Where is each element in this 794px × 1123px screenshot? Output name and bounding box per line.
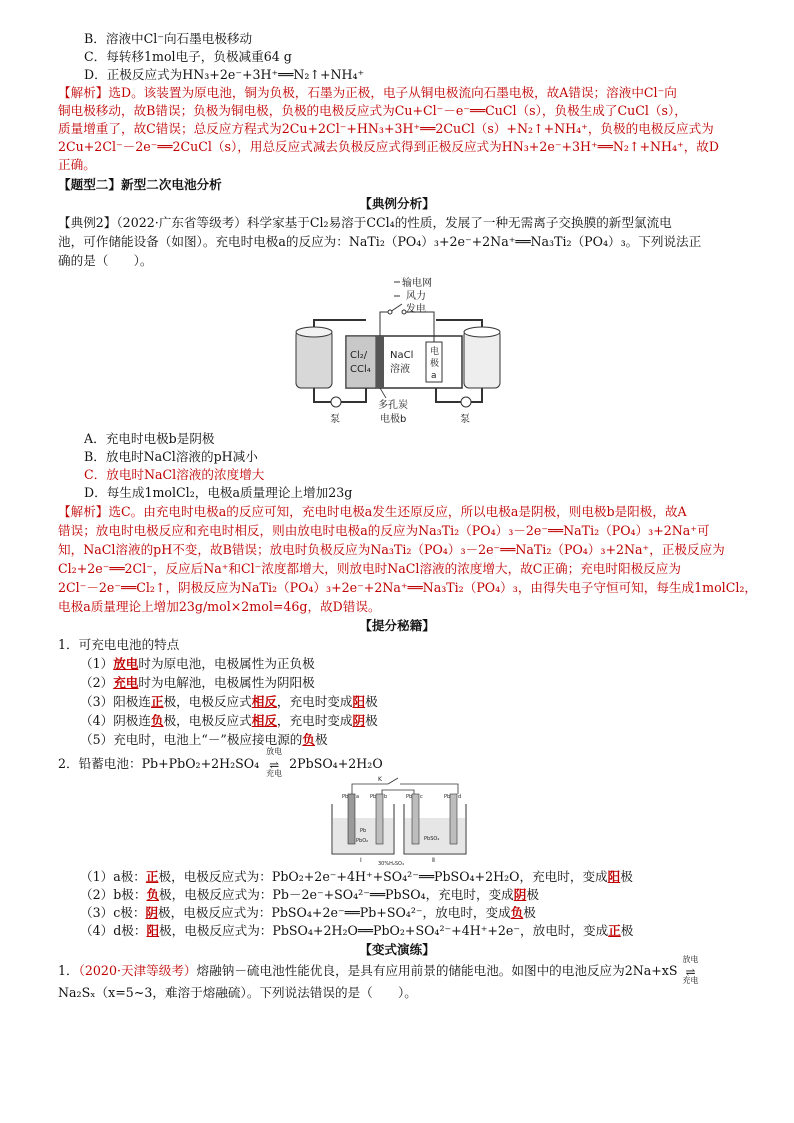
example-2-line-2: 池，可作储能设备（如图）。充电时电极a的反应为：NaTi₂（PO₄）₃+2e⁻+2Na⁺══Na₃Ti₂（PO₄）₃。下列说法正	[58, 234, 702, 249]
analysis-2-line-1: 【解析】选C。由充电时电极a的反应可知，充电时电极a发生还原反应，所以电极a是阴极，则电极b是阳极，故A	[58, 504, 687, 519]
fig1-nacl-label: NaCl	[390, 350, 414, 361]
option-d: D．正极反应式为HN₃+2e⁻+3H⁺══N₂↑+NH₄⁺	[84, 67, 365, 82]
analysis-1-line-3: 质量增重了，故C错误；总反应方程式为2Cu+2Cl⁻+HN₃+3H⁺══2CuCl（s）+N₂↑+NH₄⁺，负极的电极反应式为	[58, 121, 714, 136]
reaction-arrow-bottom: 充电	[266, 768, 283, 778]
fig1-electrode-a-3: a	[431, 371, 437, 381]
analysis-1-line-4: 2Cu+2Cl⁻－2e⁻══2CuCl（s），用总反应式减去负极反应式得到正极反应式为HN₃+2e⁻+3H⁺══N₂↑+NH₄⁺，故D	[58, 139, 719, 154]
reaction-double-arrow: ⇌	[269, 757, 280, 772]
fig2-top-label-4: b	[384, 794, 388, 800]
tips-item-1: （1）放电时为原电池，电极属性为正负极	[80, 656, 315, 671]
tips-item-5: （5）充电时，电池上“－”极应接电源的负极	[80, 732, 328, 747]
practice-heading: 【变式演练】	[359, 942, 435, 957]
section-title: 【题型二】新型二次电池分析	[58, 177, 222, 192]
lead-acid-battery-diagram	[318, 774, 478, 866]
fig2-top-label-7: Pb	[444, 794, 451, 800]
fig1-electrode-b-label: 电极b	[380, 414, 407, 425]
chlorine-flow-battery-diagram	[286, 268, 516, 428]
fig1-pump-right-label: 泵	[460, 414, 470, 425]
lead-item-d: （4）d极：阳极，电极反应式为：PbSO₄+2H₂O══PbO₂+SO₄²⁻+4H⁺+2e⁻，放电时，变成正极	[80, 923, 634, 938]
analysis-2-line-6: 电极a质量理论上增加23g/mol×2mol=46g，故D错误。	[58, 599, 381, 614]
analysis-1-line-1: 【解析】选D。该装置为原电池，铜为负极，石墨为正极，电子从铜电极流向石墨电极，故A错误；溶液中Cl⁻向	[58, 85, 677, 100]
practice-1-line-1: 1．（2020·天津等级考）熔融钠－硫电池性能优良，是具有应用前景的储能电池。如图中的电池反应为2Na+xS 放电 ⇌ 充电	[58, 962, 738, 980]
tips-point-2: 2．铅蓄电池：Pb+PbO₂+2H₂SO₄ 放电 ⇌ 充电 2PbSO₄+2H₂O	[58, 746, 383, 778]
option-b: B．溶液中Cl⁻向石墨电极移动	[84, 31, 253, 46]
analysis-2-line-5: 2Cl⁻－2e⁻══Cl₂↑，阴极反应为NaTi₂（PO₄）₃+2e⁻+2Na⁺══Na₃Ti₂（PO₄）₃，由得失电子守恒可知，每生成1molCl₂，	[58, 580, 757, 595]
analysis-2-line-2: 错误；放电时电极反应和充电时相反，则由放电时电极a的反应为Na₃Ti₂（PO₄）₃－2e⁻══NaTi₂（PO₄）₃+2Na⁺可	[58, 523, 710, 538]
reaction-arrow-top: 放电	[266, 746, 283, 756]
practice-arrow-top: 放电	[682, 954, 699, 964]
fig1-wind-label: 风力	[406, 291, 426, 302]
practice-1-line-2: Na₂Sₓ（x=5~3，难溶于熔融硫）。下列说法错误的是（ ）。	[58, 985, 417, 1000]
fig1-pump-left-label: 泵	[330, 414, 340, 425]
fig1-electrode-a-2: 极	[430, 359, 440, 369]
option-c: C．每转移1mol电子，负极减重64 g	[84, 49, 292, 64]
fig1-ccl4-label: CCl₄	[350, 364, 371, 375]
example-2-option-c: C．放电时NaCl溶液的浓度增大	[84, 467, 265, 482]
fig1-gen-label: 发电	[406, 304, 426, 315]
analysis-2-line-3: 知，NaCl溶液的pH不变，故B错误；放电时负极反应为Na₃Ti₂（PO₄）₃－2e⁻══NaTi₂（PO₄）₃+2Na⁺，正极反应为	[58, 542, 725, 557]
practice-arrow-bottom: 充电	[682, 975, 699, 985]
practice-double-arrow: ⇌	[685, 964, 696, 979]
analysis-1-line-5: 正确。	[58, 157, 96, 172]
lead-item-b: （2）b极：负极，电极反应式为：Pb－2e⁻+SO₄²⁻══PbSO₄，充电时，变成阴极	[80, 887, 539, 902]
fig2-top-label-1: Pb	[342, 794, 349, 800]
fig2-k-label: K	[378, 776, 382, 783]
lead-item-c: （3）c极：阴极，电极反应式为：PbSO₄+2e⁻══Pb+SO₄²⁻，放电时，变成负极	[80, 905, 536, 920]
fig1-cl2-label: Cl₂/	[350, 350, 368, 361]
fig2-pb-label: Pb	[360, 828, 367, 834]
analysis-2-line-4: Cl₂+2e⁻══2Cl⁻，反应后Na⁺和Cl⁻浓度都增大，则放电时NaCl溶液的浓度增大，故C正确；充电时阳极反应为	[58, 561, 681, 576]
tips-item-2: （2）充电时为电解池，电极属性为阴阳极	[80, 675, 315, 690]
fig1-carbon-label: 多孔炭	[378, 400, 408, 411]
tips-heading: 【提分秘籍】	[359, 618, 435, 633]
fig2-top-label-2: a	[356, 794, 360, 800]
example-2-option-d: D．每生成1molCl₂，电极a质量理论上增加23g	[84, 485, 353, 500]
fig1-electrode-a-1: 电	[430, 347, 440, 357]
fig2-cell-ii-label: Ⅱ	[432, 857, 435, 864]
fig2-top-label-5: Pb	[406, 794, 413, 800]
lead-item-a: （1）a极：正极，电极反应式为：PbO₂+2e⁻+4H⁺+SO₄²⁻══PbSO₄+2H₂O，充电时，变成阳极	[80, 869, 633, 884]
fig1-grid-label: 输电网	[402, 278, 432, 289]
tips-point-1-title: 1．可充电电池的特点	[58, 637, 180, 652]
example-2-line-3: 确的是（ ）。	[58, 253, 153, 268]
analysis-1-line-2: 铜电极移动，故B错误；负极为铜电极，负极的电极反应式为Cu+Cl⁻－e⁻══CuCl（s），负极生成了CuCl（s），	[58, 103, 687, 118]
fig2-cell-i-label: Ⅰ	[360, 857, 362, 864]
fig2-top-label-6: c	[420, 794, 423, 800]
example-heading: 【典例分析】	[359, 196, 435, 211]
example-2-line-1: 【典例2】（2022·广东省等级考）科学家基于Cl₂易溶于CCl₄的性质，发展了一种无需离子交换膜的新型氯流电	[58, 215, 672, 230]
fig2-top-label-8: d	[458, 794, 462, 800]
fig2-top-label-3: Pb	[370, 794, 377, 800]
example-2-option-a: A．充电时电极b是阴极	[84, 431, 215, 446]
tips-item-4: （4）阴极连负极，电极反应式相反，充电时变成阴极	[80, 713, 378, 728]
fig1-soln-label: 溶液	[390, 364, 410, 375]
fig2-pbso4-label: PbSO₄	[424, 836, 440, 842]
fig2-acid-label: 30%H₂SO₄	[378, 861, 404, 866]
fig2-pbo2-label: PbO₂	[356, 838, 369, 844]
example-2-option-b: B．放电时NaCl溶液的pH减小	[84, 449, 258, 464]
tips-item-3: （3）阳极连正极，电极反应式相反，充电时变成阳极	[80, 694, 378, 709]
